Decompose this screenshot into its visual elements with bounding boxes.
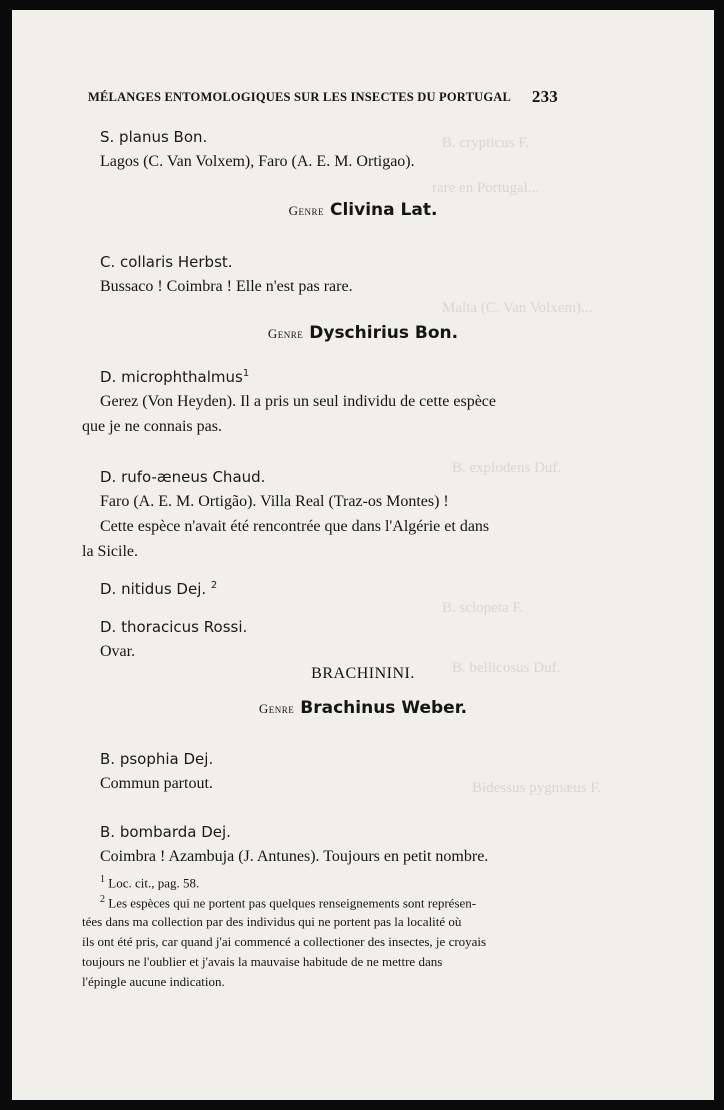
footnote-mark: 2 [100, 894, 105, 905]
bleed-through-text: B. sclopeta F. [442, 600, 524, 616]
footnote-text: Loc. cit., pag. 58. [108, 875, 200, 891]
species-text: Cette espèce n'avait été rencontrée que dans l'Algérie et dans [100, 518, 490, 535]
footnote-text: tées dans ma collection par des individus qui ne portent pas la localité où [82, 914, 462, 929]
genre-name: Clivina Lat. [329, 200, 438, 220]
species-text: Lagos (C. Van Volxem), Faro (A. E. M. Ortigao). [100, 153, 415, 170]
species-text: Coimbra ! Azambuja (J. Antunes). Toujours en petit nombre. [100, 848, 489, 865]
footnote-ref: 2 [210, 580, 218, 591]
bleed-through-text: Bidessus pygmæus F. [472, 780, 602, 796]
genre-name: Dyschirius Bon. [309, 323, 459, 343]
genre-heading [12, 323, 714, 343]
footnote-2 [100, 894, 476, 911]
species-text: Ovar. [100, 643, 136, 660]
species-title: D. thoracicus Rossi. [100, 618, 248, 636]
footnote-text: Les espèces qui ne portent pas quelques renseignements sont représen- [108, 895, 477, 911]
bleed-through-text: rare en Portugal... [432, 180, 540, 196]
footnote-text: toujours ne l'oublier et j'avais la mauvaise habitude de ne mettre dans [82, 954, 443, 969]
species-title: C. collaris Herbst. [100, 253, 233, 271]
bleed-through-text: B. explodens Duf. [452, 460, 562, 476]
book-page [12, 10, 714, 1100]
genre-name: Brachinus Weber. [300, 698, 468, 718]
bleed-through-text: Malta (C. Van Volxem)... [442, 300, 593, 316]
bleed-through-text: B. bellicosus Duf. [452, 660, 561, 676]
running-head [88, 87, 558, 106]
footnote-1 [100, 874, 199, 891]
species-title: S. planus Bon. [100, 128, 208, 146]
genre-heading [12, 698, 714, 718]
tribe-heading: BRACHININI. [311, 665, 415, 682]
genre-heading [12, 200, 714, 220]
species-text: Commun partout. [100, 775, 213, 792]
page-number: 233 [531, 87, 558, 106]
species-text: la Sicile. [82, 543, 138, 560]
bleed-through-text: B. crypticus F. [442, 135, 530, 151]
species-title: B. psophia Dej. [100, 750, 214, 768]
genre-label: Genre [267, 326, 304, 341]
species-text: Gerez (Von Heyden). Il a pris un seul individu de cette espèce [100, 393, 497, 410]
genre-label: Genre [258, 701, 295, 716]
species-text: que je ne connais pas. [82, 418, 222, 435]
running-title: MÉLANGES ENTOMOLOGIQUES SUR LES INSECTES DU PORTUGAL [88, 90, 512, 104]
species-title: B. bombarda Dej. [100, 823, 231, 841]
footnote-text: ils ont été pris, car quand j'ai commencé a collectioner des insectes, je croyais [82, 934, 487, 949]
species-text: Faro (A. E. M. Ortigão). Villa Real (Traz-os Montes) ! [100, 493, 449, 510]
footnote-ref: 1 [242, 368, 250, 379]
species-title: D. rufo-æneus Chaud. [100, 468, 266, 486]
footnote-text: l'épingle aucune indication. [82, 974, 225, 989]
species-title [100, 580, 217, 598]
species-text: Bussaco ! Coimbra ! Elle n'est pas rare. [100, 278, 353, 295]
species-name: D. nitidus Dej. [100, 580, 207, 598]
species-title [100, 368, 249, 386]
footnote-mark: 1 [100, 874, 105, 885]
species-name: D. microphthalmus [100, 368, 243, 386]
genre-label: Genre [288, 203, 324, 218]
